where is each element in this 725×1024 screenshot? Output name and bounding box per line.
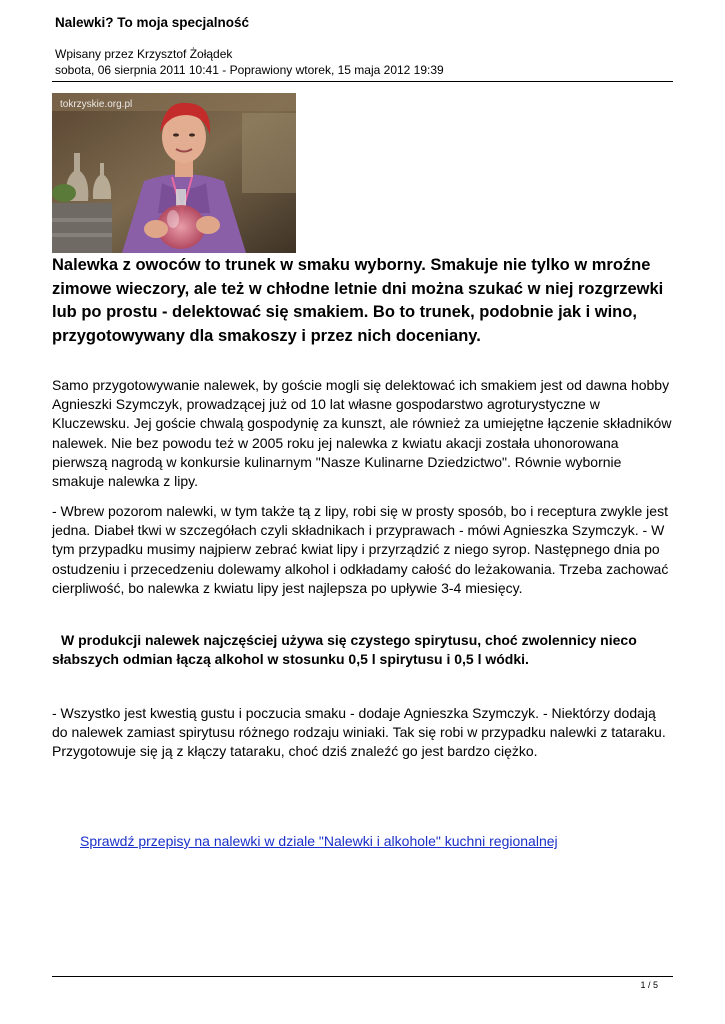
article-lead: Nalewka z owoców to trunek w smaku wyborny. Smakuje nie tylko w mroźne zimowe wieczory, ale też w chłodne letnie dni można szukać w niej rozgrzewki lub po prostu - delektować się smakiem. Bo to trunek, podobnie jak i wino, przygotowywany dla smakoszy i przez nich doceniany. <box>52 256 664 345</box>
article-highlight: W produkcji nalewek najczęściej używa się czystego spirytusu, choć zwolennicy nieco słabszych odmian łączą alkohol w stosunku 0,5 l spirytusu i 0,5 l wódki. <box>52 632 637 668</box>
page-number: 1 / 5 <box>640 980 658 990</box>
article-paragraph-1: Samo przygotowywanie nalewek, by goście mogli się delektować ich smakiem jest od dawna hobby Agnieszki Szymczyk, prowadzącej już od 10 lat własne gospodarstwo agroturystyczne w Kluczewsku. Jej goście chwalą gospodynię za kunszt, ale również za umiejętne łączenie składników nalewek. Nie bez powodu też w 2005 roku jej nalewka z kwiatu akacji została uhonorowana pierwszą nagrodą w konkursie kulinarnym "Nasze Kulinarne Dziedzictwo". Równie wybornie smakuje nalewka z lipy. <box>52 377 672 490</box>
photo-illustration <box>52 93 296 253</box>
footer-divider <box>52 976 673 977</box>
photo-watermark: tokrzyskie.org.pl <box>60 99 133 110</box>
article-paragraph-2: - Wbrew pozorom nalewki, w tym także tą z lipy, robi się w prosty sposób, bo i receptura zwykle jest jedna. Diabeł tkwi w szczegółach czyli składnikach i przyprawach - mówi Agnieszka Szymczyk. - W tym przypadku musimy najpierw zebrać kwiat lipy i przyrządzić z niego syrop. Następnego dnia po ostudzeniu i przecedzeniu dolewamy alkohol i odkładamy całość do leżakowania. Trzeba zachować cierpliwość, bo nalewka z kwiatu lipy jest najlepsza po upływie 3-4 miesięcy. <box>52 503 669 596</box>
article-photo <box>52 93 296 253</box>
article-paragraph-3: - Wszystko jest kwestią gustu i poczucia smaku - dodaje Agnieszka Szymczyk. - Niektórzy dodają do nalewek zamiast spirytusu różnego rodzaju winiaki. Tak się robi w przypadku nalewki z tataraku. Przygotowuje się ją z kłączy tataraku, choć dziś znaleźć go jest bardzo ciężko. <box>52 705 666 760</box>
date-line: sobota, 06 sierpnia 2011 10:41 - Poprawiony wtorek, 15 maja 2012 19:39 <box>55 63 444 77</box>
recipes-link[interactable]: Sprawdź przepisy na nalewki w dziale "Nalewki i alkohole" kuchni regionalnej <box>80 833 558 849</box>
page-title: Nalewki? To moja specjalność <box>55 15 250 30</box>
header-divider <box>52 81 673 82</box>
author-line: Wpisany przez Krzysztof Żołądek <box>55 47 233 61</box>
article-meta <box>55 46 444 78</box>
